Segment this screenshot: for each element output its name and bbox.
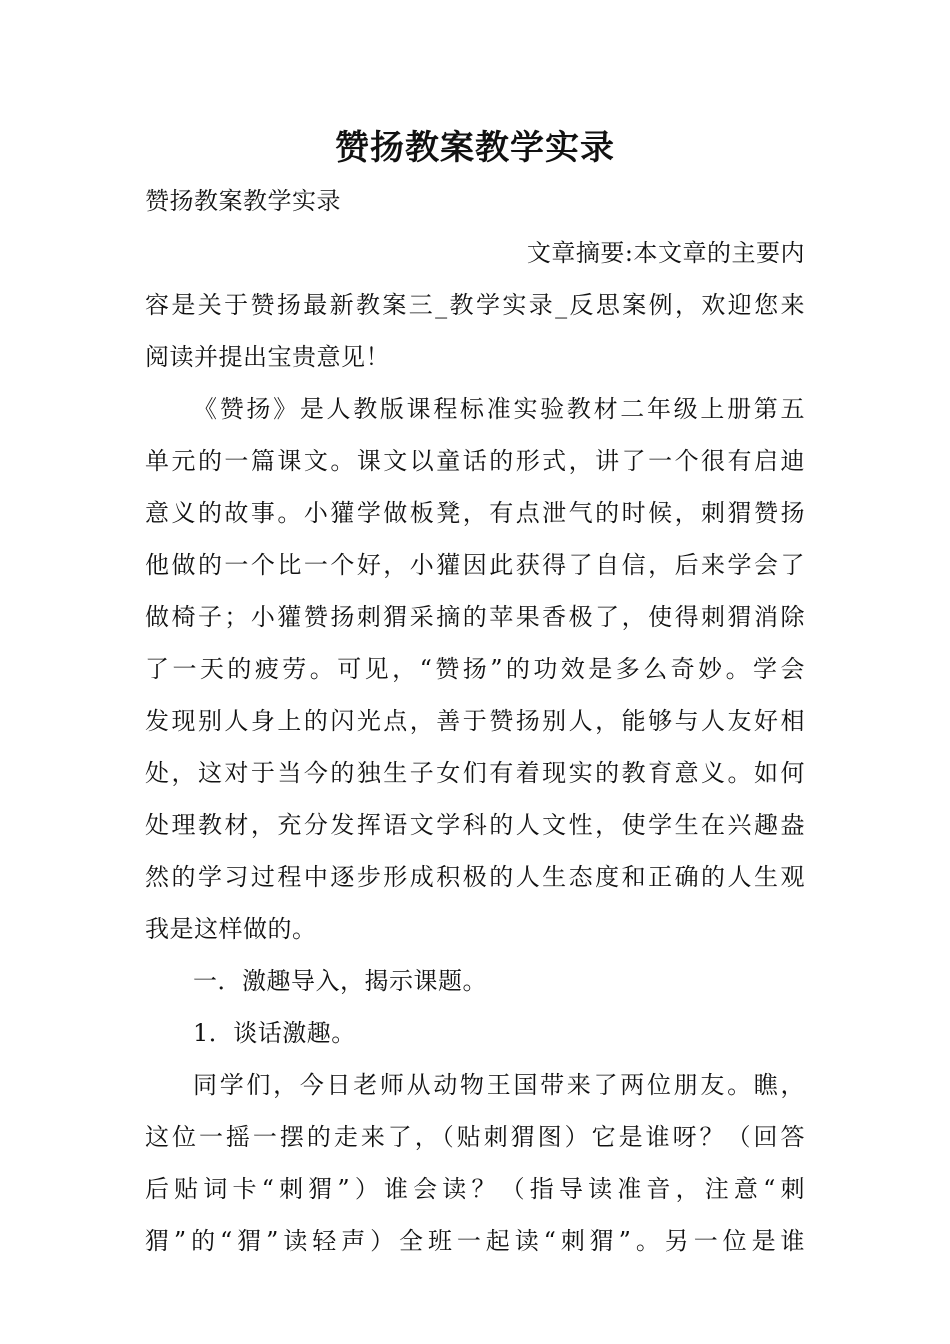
summary-line-1: 文章摘要:本文章的主要内 xyxy=(526,239,805,267)
paragraph1-line-2: 单元的一篇课文。课文以童话的形式，讲了一个很有启迪 xyxy=(145,447,805,475)
paragraph1-line-1: 《赞扬》是人教版课程标准实验教材二年级上册第五 xyxy=(193,395,805,423)
subsection1-heading: 1．谈话激趣。 xyxy=(193,1019,356,1047)
paragraph2-line-2: 这位一摇一摆的走来了，（贴刺猬图）它是谁呀？（回答 xyxy=(145,1123,805,1151)
paragraph1-line-6: 了一天的疲劳。可见，“赞扬”的功效是多么奇妙。学会 xyxy=(145,655,805,683)
paragraph1-line-10: 然的学习过程中逐步形成积极的人生态度和正确的人生观 xyxy=(145,863,805,891)
summary-line-2: 容是关于赞扬最新教案三_教学实录_反思案例，欢迎您来 xyxy=(145,291,805,319)
document-subtitle: 赞扬教案教学实录 xyxy=(145,187,341,215)
paragraph2-line-4: 猬”的“猬”读轻声）全班一起读“刺猬”。另一位是谁 xyxy=(145,1227,805,1255)
paragraph1-line-7: 发现别人身上的闪光点，善于赞扬别人，能够与人友好相 xyxy=(145,707,805,735)
document-title: 赞扬教案教学实录 xyxy=(335,128,615,168)
summary-line-3: 阅读并提出宝贵意见！ xyxy=(145,343,390,371)
paragraph1-line-9: 处理教材，充分发挥语文学科的人文性，使学生在兴趣盎 xyxy=(145,811,805,839)
paragraph1-line-5: 做椅子；小獾赞扬刺猬采摘的苹果香极了，使得刺猬消除 xyxy=(145,603,805,631)
paragraph2-line-1: 同学们，今日老师从动物王国带来了两位朋友。瞧， xyxy=(193,1071,805,1099)
section1-heading: 一．激趣导入，揭示课题。 xyxy=(193,967,487,995)
paragraph1-line-4: 他做的一个比一个好，小獾因此获得了自信，后来学会了 xyxy=(145,551,805,579)
paragraph1-line-8: 处，这对于当今的独生子女们有着现实的教育意义。如何 xyxy=(145,759,805,787)
paragraph2-line-3: 后贴词卡“刺猬”）谁会读？（指导读准音，注意“刺 xyxy=(145,1175,805,1203)
document-body xyxy=(145,123,805,1267)
paragraph1-line-3: 意义的故事。小獾学做板凳，有点泄气的时候，刺猬赞扬 xyxy=(145,499,805,527)
paragraph1-line-11: 我是这样做的。 xyxy=(145,915,317,943)
